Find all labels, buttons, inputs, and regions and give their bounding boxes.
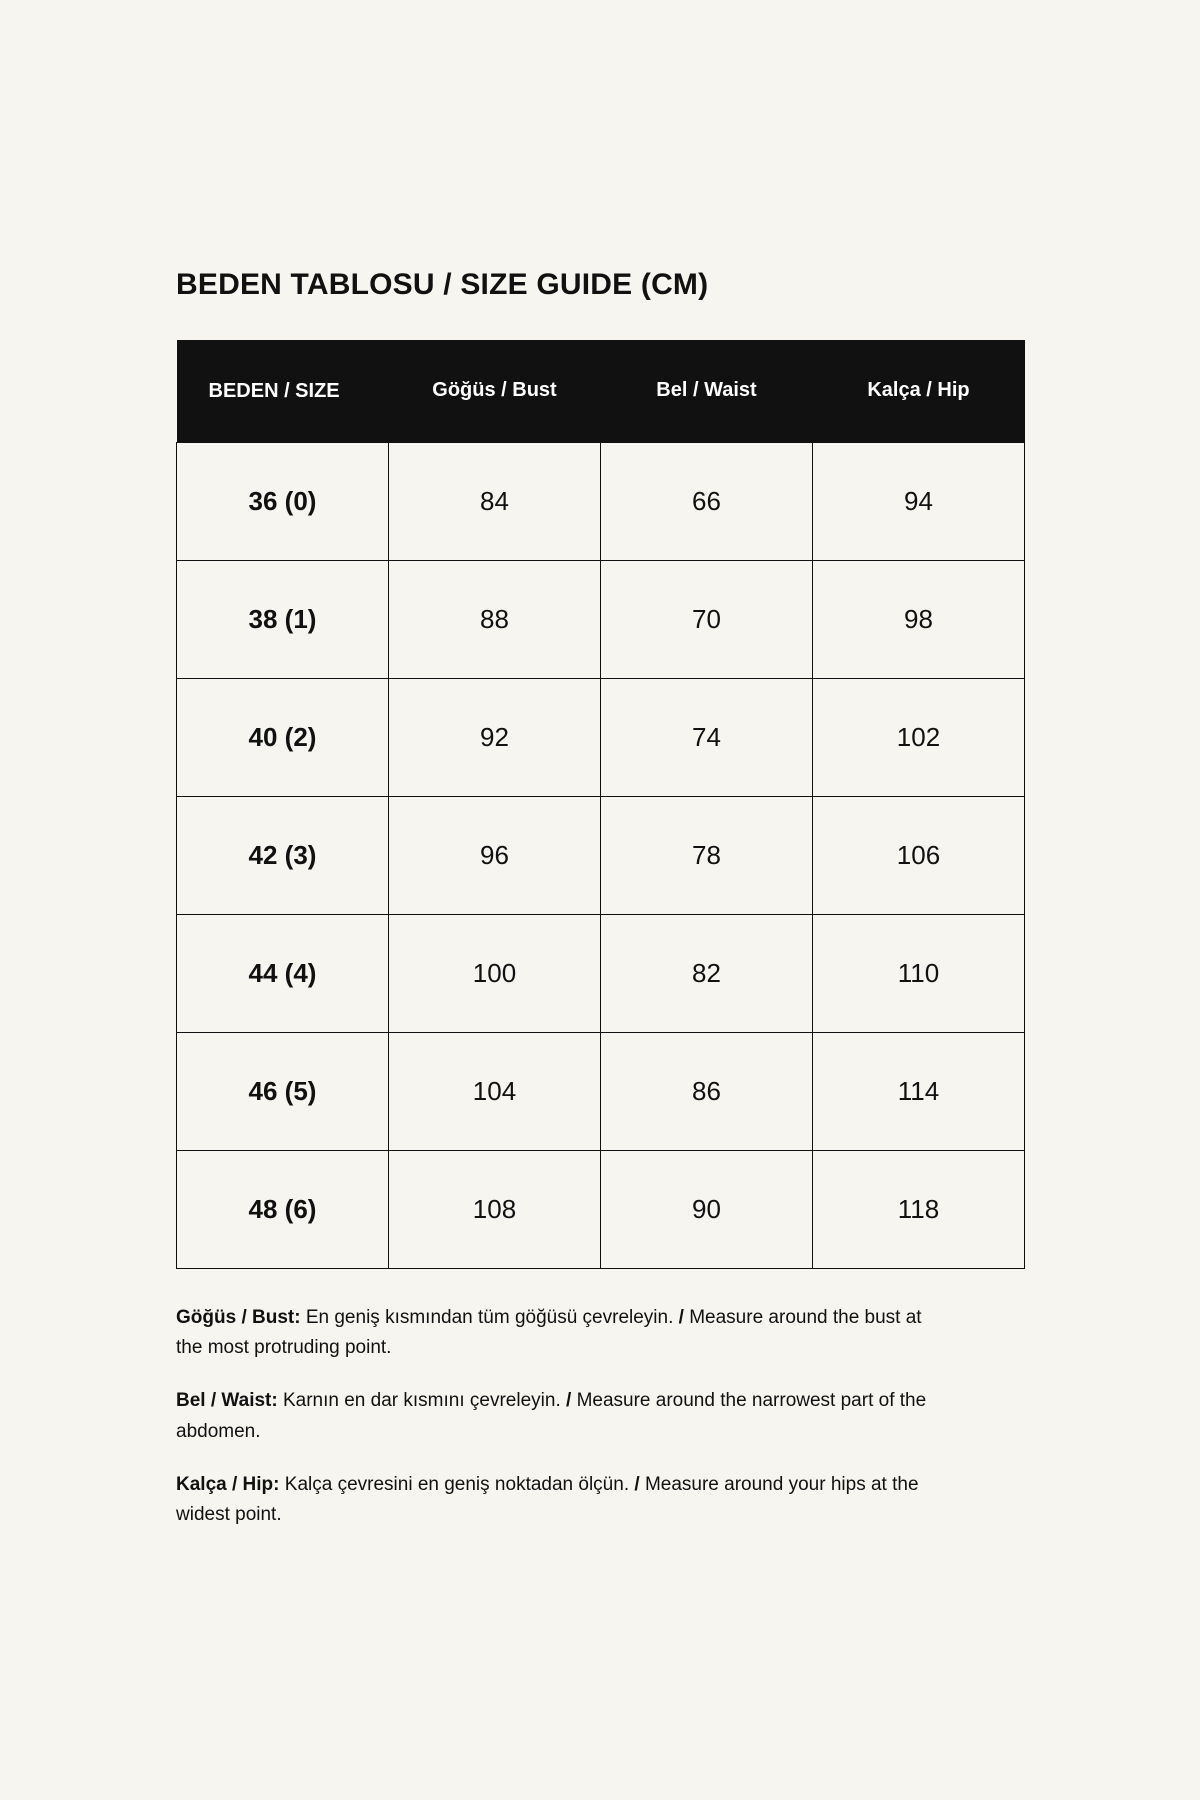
cell-bust: 96 xyxy=(389,796,601,914)
cell-hip: 114 xyxy=(813,1032,1025,1150)
size-guide-content xyxy=(176,268,1024,1531)
note-bust-label: Göğüs / Bust: xyxy=(176,1306,301,1328)
note-hip-label: Kalça / Hip: xyxy=(176,1473,280,1495)
page-title: BEDEN TABLOSU / SIZE GUIDE (CM) xyxy=(176,268,709,301)
table-row xyxy=(177,560,1025,678)
cell-hip: 102 xyxy=(813,678,1025,796)
note-waist-label: Bel / Waist: xyxy=(176,1390,278,1412)
cell-waist: 90 xyxy=(601,1150,813,1268)
note-hip-en: Measure around your hips at the widest point. xyxy=(176,1473,919,1526)
cell-size: 36 (0) xyxy=(177,442,389,560)
column-header-waist: Bel / Waist xyxy=(601,340,813,442)
note-hip-tr: Kalça çevresini en geniş noktadan ölçün. xyxy=(284,1473,630,1495)
note-hip xyxy=(176,1470,936,1532)
table-header-row xyxy=(177,340,1025,442)
cell-hip: 106 xyxy=(813,796,1025,914)
cell-size: 44 (4) xyxy=(177,914,389,1032)
cell-bust: 104 xyxy=(389,1032,601,1150)
cell-waist: 66 xyxy=(601,442,813,560)
cell-bust: 100 xyxy=(389,914,601,1032)
cell-size: 46 (5) xyxy=(177,1032,389,1150)
column-header-size: BEDEN / SIZE xyxy=(177,340,389,442)
cell-hip: 94 xyxy=(813,442,1025,560)
note-waist xyxy=(176,1386,936,1448)
table-body xyxy=(177,442,1025,1268)
note-waist-en: Measure around the narrowest part of the abdomen. xyxy=(176,1390,927,1442)
column-header-bust: Göğüs / Bust xyxy=(389,340,601,442)
cell-hip: 98 xyxy=(813,560,1025,678)
cell-waist: 82 xyxy=(601,914,813,1032)
cell-size: 48 (6) xyxy=(177,1150,389,1268)
note-waist-separator: / xyxy=(566,1390,572,1412)
cell-waist: 74 xyxy=(601,678,813,796)
note-bust-separator: / xyxy=(678,1306,684,1328)
table-row xyxy=(177,1032,1025,1150)
note-bust-en: Measure around the bust at the most protruding point. xyxy=(176,1306,922,1359)
cell-bust: 88 xyxy=(389,560,601,678)
cell-size: 42 (3) xyxy=(177,796,389,914)
cell-bust: 108 xyxy=(389,1150,601,1268)
note-waist-tr: Karnın en dar kısmını çevreleyin. xyxy=(282,1390,561,1412)
cell-waist: 78 xyxy=(601,796,813,914)
note-bust-tr: En geniş kısmından tüm göğüsü çevreleyin. xyxy=(305,1306,674,1328)
cell-bust: 84 xyxy=(389,442,601,560)
cell-size: 40 (2) xyxy=(177,678,389,796)
table-row xyxy=(177,678,1025,796)
cell-waist: 70 xyxy=(601,560,813,678)
cell-waist: 86 xyxy=(601,1032,813,1150)
size-guide-table xyxy=(176,340,1025,1269)
column-header-hip: Kalça / Hip xyxy=(813,340,1025,442)
cell-hip: 110 xyxy=(813,914,1025,1032)
cell-hip: 118 xyxy=(813,1150,1025,1268)
table-row xyxy=(177,796,1025,914)
cell-size: 38 (1) xyxy=(177,560,389,678)
table-row xyxy=(177,442,1025,560)
measurement-notes xyxy=(176,1303,936,1532)
note-hip-separator: / xyxy=(634,1473,640,1495)
note-bust xyxy=(176,1303,936,1365)
cell-bust: 92 xyxy=(389,678,601,796)
table-header xyxy=(177,340,1025,442)
table-row xyxy=(177,1150,1025,1268)
table-row xyxy=(177,914,1025,1032)
